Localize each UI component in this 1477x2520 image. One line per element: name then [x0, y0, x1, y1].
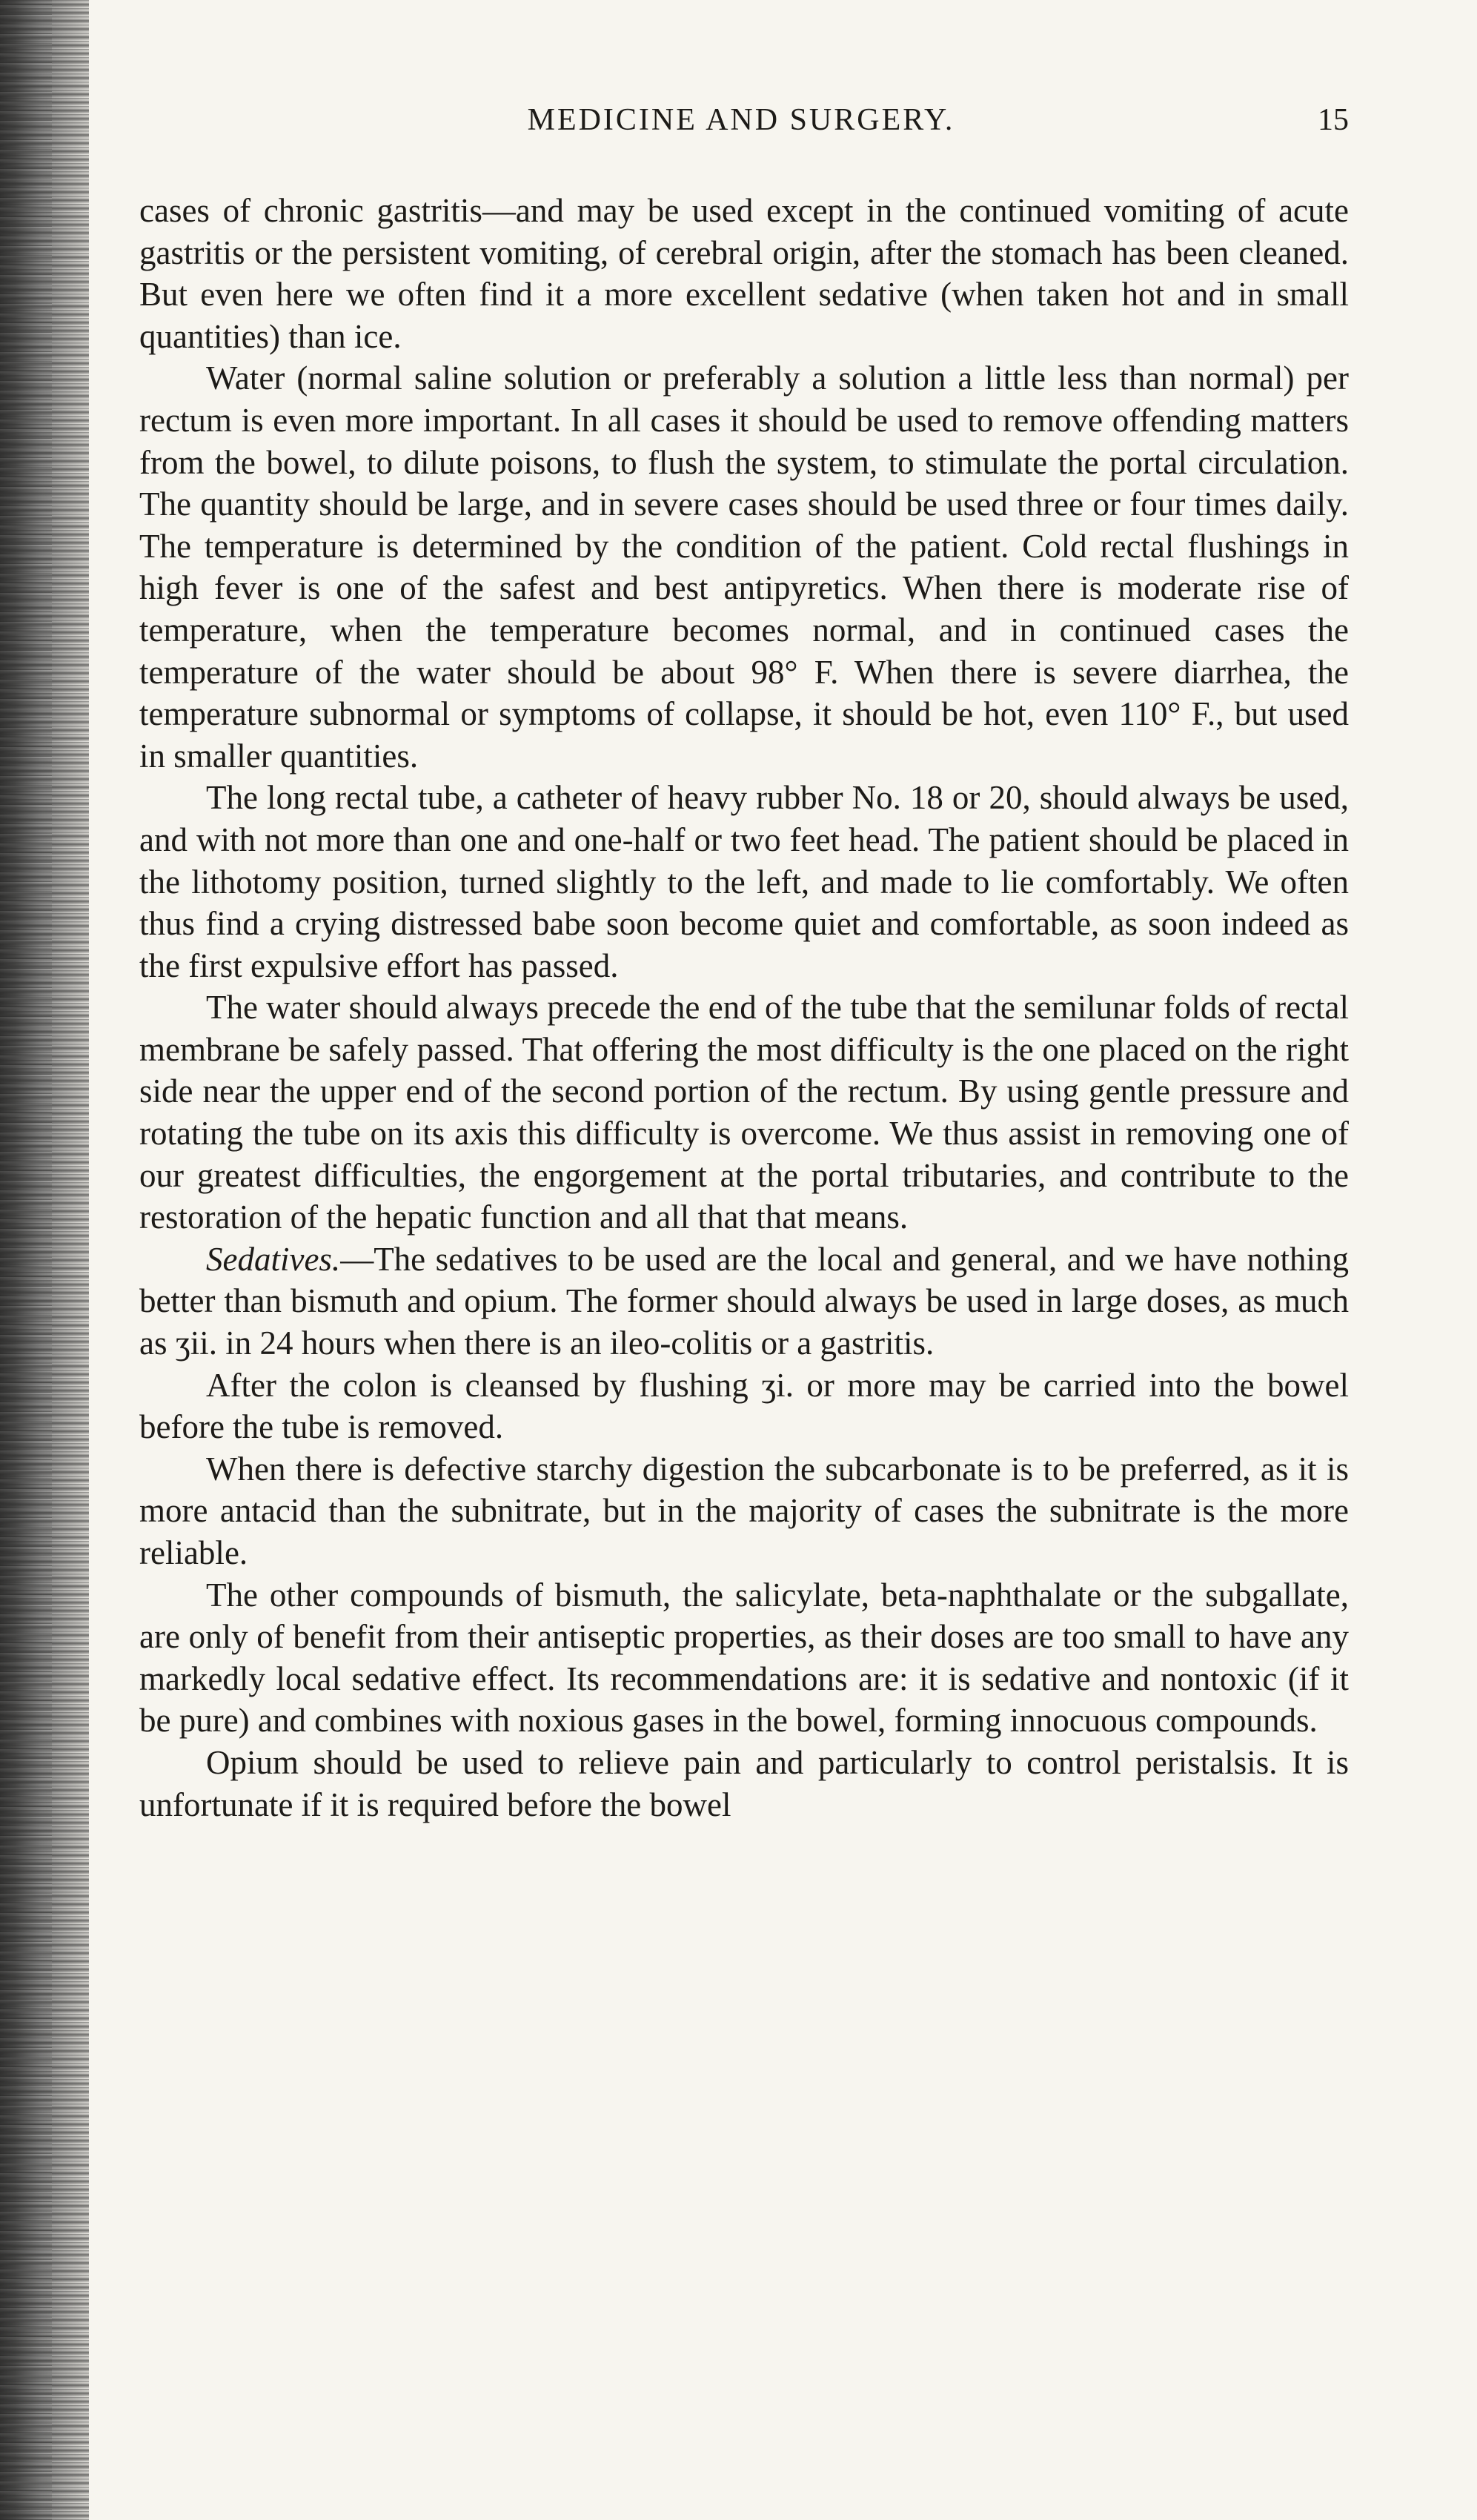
paragraph-1-text: cases of chronic gastritis—and may be used except in the continued vomiting of acute gastritis or the persistent vomiting, of cerebral origin, after the stomach has been cleaned. But even here we often find it a more excellent sedative (when taken hot and in small quantities) than ice. [139, 192, 1349, 355]
paragraph-5 [139, 1239, 1349, 1365]
paragraph-9 [139, 1742, 1349, 1826]
scanned-page-edge [0, 0, 89, 2520]
page-number: 15 [1318, 103, 1349, 137]
running-title: MEDICINE AND SURGERY. [527, 103, 955, 137]
paragraph-9-text: Opium should be used to relieve pain and particularly to control peristalsis. It is unfortunate if it is required before the bowel [139, 1743, 1349, 1823]
paragraph-5-lead: Sedatives. [206, 1240, 341, 1278]
paragraph-3 [139, 777, 1349, 987]
paragraph-6-text: After the colon is cleansed by flushing ʒi. or more may be carried into the bowel before the tube is removed. [139, 1366, 1349, 1446]
paragraph-8-text: The other compounds of bismuth, the salicylate, beta-naphthalate or the subgallate, are only of benefit from their antiseptic properties, as their doses are too small to have any markedly local sedative effect. Its recommendations are: it is sedative and nontoxic (if it be pure) and combines with noxious gases in the bowel, forming innocuous compounds. [139, 1576, 1349, 1740]
paragraph-2 [139, 357, 1349, 777]
paragraph-4 [139, 987, 1349, 1239]
paragraph-7-text: When there is defective starchy digestion the subcarbonate is to be preferred, as it is more antacid than the subnitrate, but in the majority of cases the subnitrate is the more reliable. [139, 1450, 1349, 1571]
paragraph-4-text: The water should always precede the end of the tube that the semilunar folds of rectal membrane be safely passed. That offering the most difficulty is the one placed on the right side near the upper end of the second portion of the rectum. By using gentle pressure and rotating the tube on its axis this difficulty is overcome. We thus assist in removing one of our greatest difficulties, the engorgement at the portal tributaries, and contribute to the restoration of the hepatic function and all that that means. [139, 989, 1349, 1236]
page-header [133, 98, 1349, 142]
paragraph-1 [139, 190, 1349, 357]
paragraph-7 [139, 1448, 1349, 1574]
paragraph-6 [139, 1365, 1349, 1448]
paragraph-2-text: Water (normal saline solution or preferably a solution a little less than normal) per rectum is even more important. In all cases it should be used to remove offending matters from the bowel, to dilute poisons, to flush the system, to stimulate the portal circulation. The quantity should be large, and in severe cases should be used three or four times daily. The temperature is determined by the condition of the patient. Cold rectal flushings in high fever is one of the safest and best antipyretics. When there is moderate rise of temperature, when the temperature becomes normal, and in continued cases the temperature of the water should be about 98° F. When there is severe diarrhea, the temperature subnormal or symptoms of collapse, it should be hot, even 110° F., but used in smaller quantities. [139, 359, 1349, 775]
paragraph-5-text: —The sedatives to be used are the local and general, and we have nothing better than bismuth and opium. The former should always be used in large doses, as much as ʒii. in 24 hours when there is an ileo-colitis or a gastritis. [139, 1240, 1349, 1362]
paragraph-3-text: The long rectal tube, a catheter of heavy rubber No. 18 or 20, should always be used, and with not more than one and one-half or two feet head. The patient should be placed in the lithotomy position, turned slightly to the left, and made to lie comfortably. We often thus find a crying distressed babe soon become quiet and comfortable, as soon indeed as the first expulsive effort has passed. [139, 779, 1349, 984]
body-text [139, 190, 1349, 1826]
paragraph-8 [139, 1574, 1349, 1742]
